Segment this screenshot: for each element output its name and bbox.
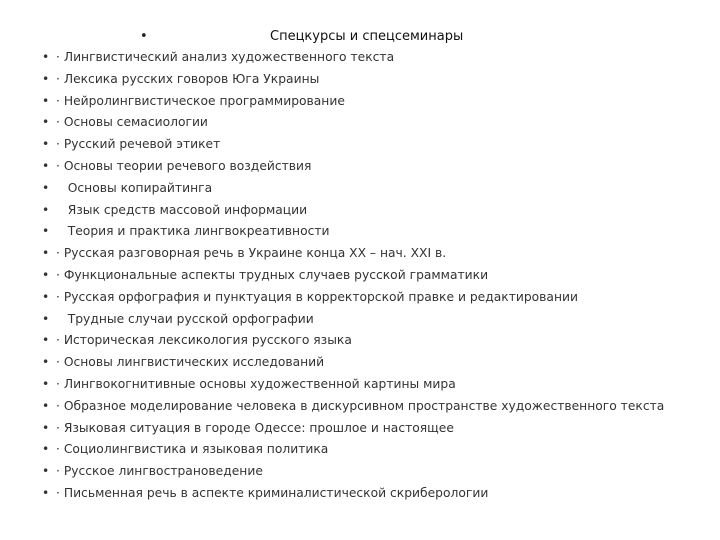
list-item — [0, 374, 720, 396]
bullet-icon: • — [42, 333, 50, 348]
list-item-text: · Лексика русских говоров Юга Украины — [56, 71, 320, 86]
list-item-text: · Русская орфография и пунктуация в корректорской правке и редактировании — [56, 289, 578, 304]
bullet-icon: • — [42, 137, 50, 152]
list-item — [0, 309, 720, 331]
list-item — [0, 439, 720, 461]
list-item-text: · Нейролингвистическое программирование — [56, 93, 345, 108]
list-item-text: · Языковая ситуация в городе Одессе: прошлое и настоящее — [56, 420, 454, 435]
list-item-text: Теория и практика лингвокреативности — [56, 224, 330, 239]
list-item — [0, 287, 720, 309]
bullet-icon: • — [42, 224, 50, 239]
list-item-text: · Функциональные аспекты трудных случаев русской грамматики — [56, 267, 489, 282]
list-item — [0, 156, 720, 178]
bullet-icon: • — [42, 158, 50, 173]
list-item — [0, 47, 720, 69]
list-item — [0, 265, 720, 287]
list-item-text: · Русское лингвострановедение — [56, 464, 263, 479]
list-item — [0, 352, 720, 374]
title-row — [0, 27, 720, 47]
list-item — [0, 69, 720, 91]
bullet-icon: • — [42, 376, 50, 391]
bullet-icon: • — [42, 246, 50, 261]
list-item — [0, 200, 720, 222]
list-item — [0, 483, 720, 505]
bullet-icon: • — [42, 398, 50, 413]
list-item-text: · Основы теории речевого воздействия — [56, 158, 312, 173]
list-item-text: · Письменная речь в аспекте криминалистической скриберологии — [56, 485, 489, 500]
list-item — [0, 396, 720, 418]
list-item — [0, 243, 720, 265]
list-item-text: Трудные случаи русской орфографии — [56, 311, 314, 326]
list-item-text: · Основы семасиологии — [56, 115, 208, 130]
list-item — [0, 221, 720, 243]
list-item — [0, 134, 720, 156]
bullet-icon: • — [42, 420, 50, 435]
bullet-icon: • — [42, 50, 50, 64]
bullet-icon: • — [42, 71, 50, 86]
bullet-icon: • — [42, 180, 50, 195]
bullet-icon: • — [42, 289, 50, 304]
bullet-icon: • — [42, 93, 50, 108]
bullet-icon: • — [42, 485, 50, 500]
list-item-text: · Социолингвистика и языковая политика — [56, 442, 329, 457]
list-item — [0, 178, 720, 200]
list-item — [0, 461, 720, 483]
list-item-text: Язык средств массовой информации — [56, 202, 308, 217]
list-item-text: · Русская разговорная речь в Украине конца XX – нач. XXI в. — [56, 246, 447, 261]
slide-title: Спецкурсы и спецсеминары — [270, 29, 464, 44]
list-item-text: · Основы лингвистических исследований — [56, 355, 325, 370]
list-item — [0, 418, 720, 440]
bullet-icon: • — [42, 202, 50, 217]
bullet-icon: • — [42, 115, 50, 130]
course-list — [0, 47, 720, 505]
list-item-text: · Лингвистический анализ художественного текста — [56, 50, 395, 64]
list-item-text: Основы копирайтинга — [56, 180, 213, 195]
list-item-text: · Историческая лексикология русского языка — [56, 333, 352, 348]
bullet-icon: • — [42, 464, 50, 479]
bullet-icon: • — [42, 267, 50, 282]
bullet-icon: • — [42, 311, 50, 326]
bullet-icon: • — [42, 355, 50, 370]
list-item — [0, 91, 720, 113]
title-bullet-icon: • — [140, 29, 148, 44]
list-item-text: · Русский речевой этикет — [56, 137, 221, 152]
list-item — [0, 112, 720, 134]
bullet-icon: • — [42, 442, 50, 457]
list-item — [0, 330, 720, 352]
list-item-text: · Образное моделирование человека в дискурсивном пространстве художественного текста — [56, 398, 665, 413]
list-item-text: · Лингвокогнитивные основы художественной картины мира — [56, 376, 456, 391]
